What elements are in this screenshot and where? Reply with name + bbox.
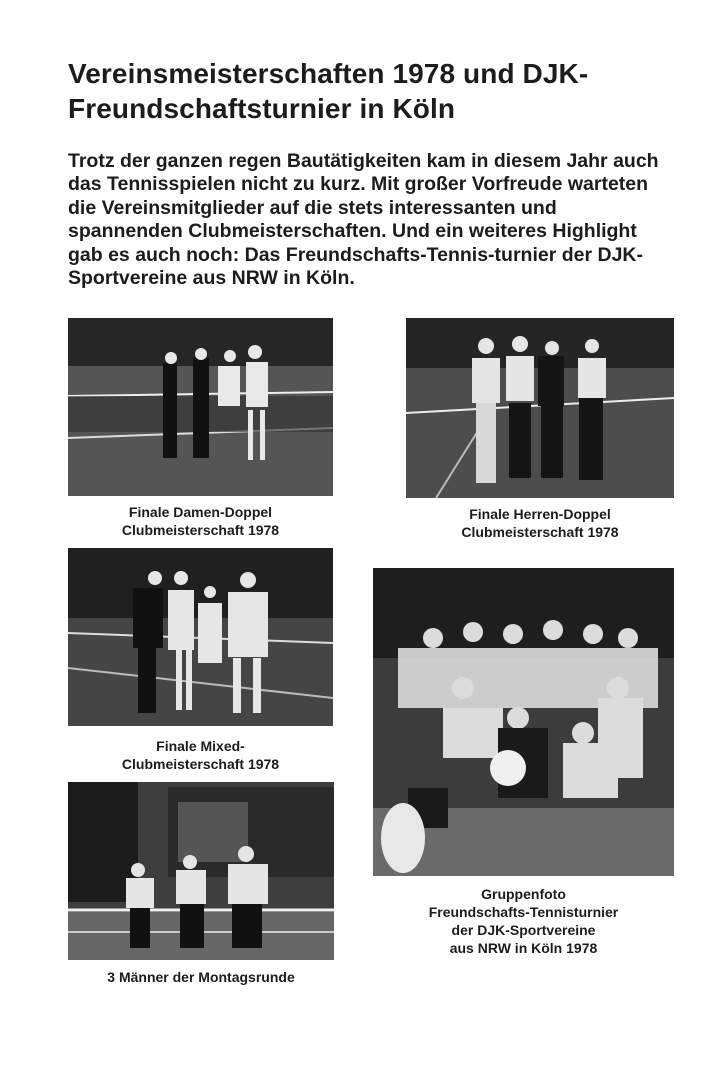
photo-mixed	[68, 548, 333, 726]
photo-damen-doppel	[68, 318, 333, 496]
photo-montagsrunde	[68, 782, 334, 960]
caption-herren-doppel: Finale Herren-Doppel Clubmeisterschaft 1978	[461, 506, 619, 540]
intro-paragraph: Trotz der ganzen regen Bautätigkeiten kam in diesem Jahr auch das Tennisspielen nicht zu kurz. Mit großer Vorfreude warteten die Vereinsmitglieder auf die stets interessanten und spannenden Clubmeisterschaften. Und ein weiteres Highlight gab es auch noch: Das Freundschafts-Tennis-turnier der DJK-Sportvereine aus NRW in Köln.	[68, 150, 659, 290]
caption-gruppenfoto: Gruppenfoto Freundschafts-Tennisturnier der DJK-Sportvereine aus NRW in Köln 1978	[428, 886, 619, 956]
photo-herren-doppel	[406, 318, 674, 498]
caption-damen-doppel: Finale Damen-Doppel Clubmeisterschaft 1978	[121, 504, 280, 538]
caption-montagsrunde: 3 Männer der Montagsrunde	[107, 969, 295, 985]
caption-mixed: Finale Mixed- Clubmeisterschaft 1978	[121, 738, 280, 772]
photo-gruppenfoto	[373, 568, 674, 876]
page-title: Vereinsmeisterschaften 1978 und DJK-Freundschaftsturnier in Köln	[68, 58, 589, 124]
